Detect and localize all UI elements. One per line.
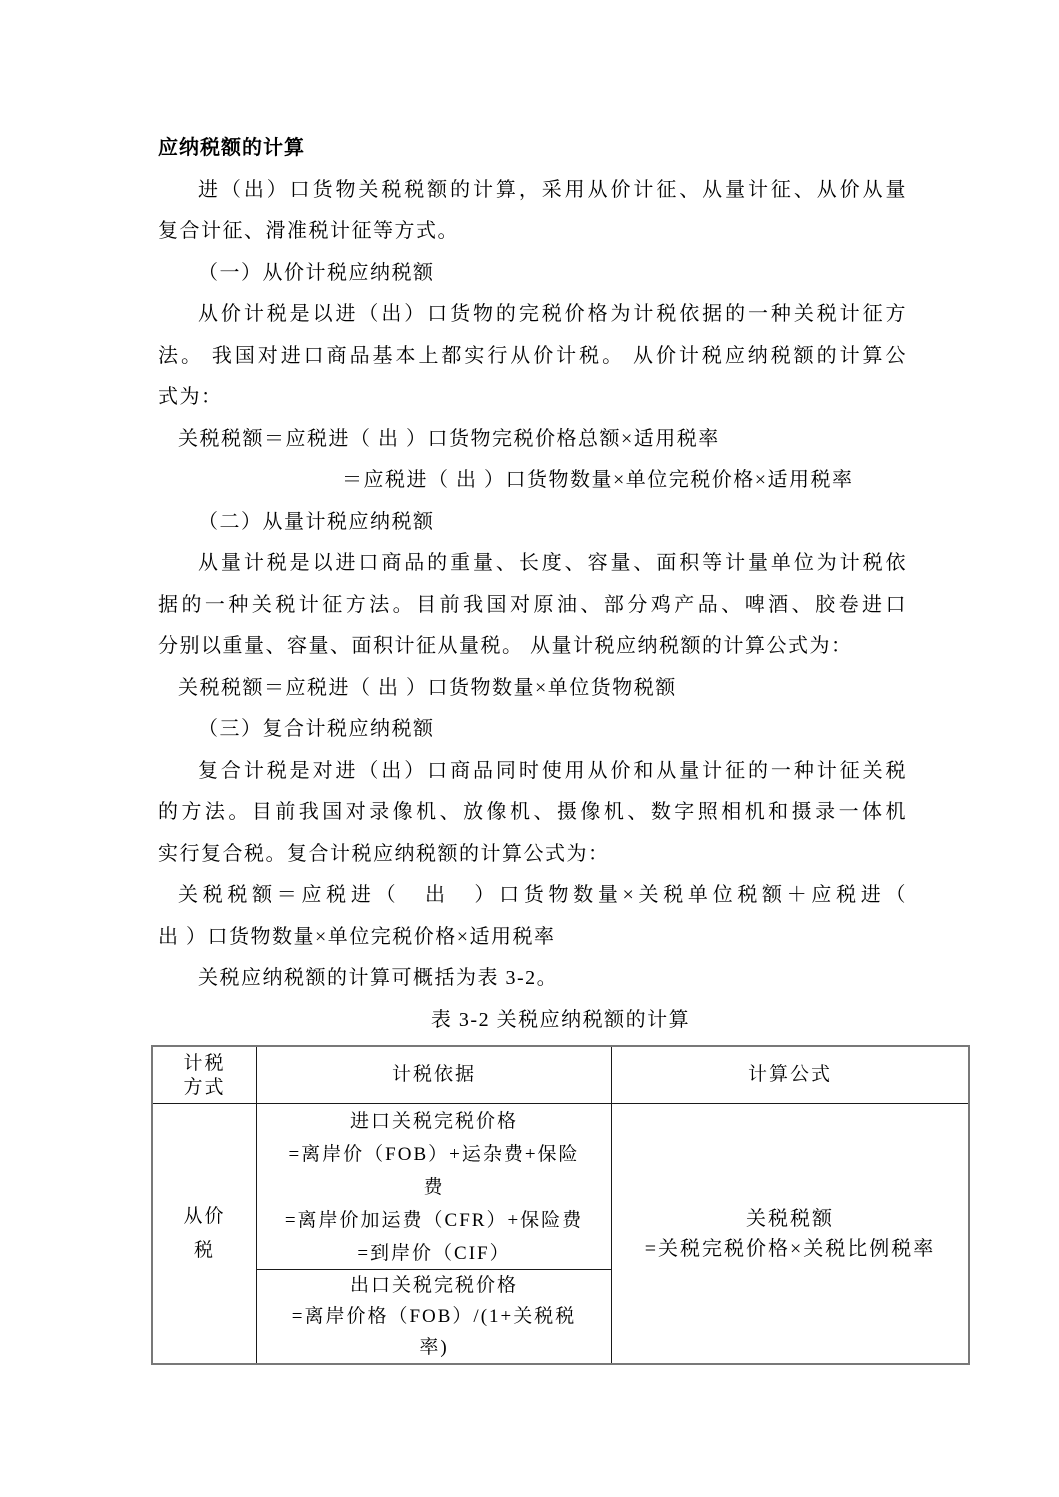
formula-line: 关税税额＝应税进（ 出 ）口货物数量×关税单位税额＋应税进（ xyxy=(178,884,907,906)
paragraph-line: 分别以重量、容量、面积计征从量税。 从量计税应纳税额的计算公式为： xyxy=(158,635,853,657)
formula-cell-line: =关税完税价格×关税比例税率 xyxy=(644,1237,936,1260)
basis-line: 率) xyxy=(419,1337,449,1358)
paragraph-line: 复合计征、滑准税计征等方式。 xyxy=(158,220,459,242)
section-heading: （三）复合计税应纳税额 xyxy=(198,718,435,740)
body-cell-method xyxy=(153,1104,257,1363)
header-cell-basis: 计税依据 xyxy=(257,1047,612,1104)
basis-line: 费 xyxy=(423,1177,445,1198)
header-cell-formula: 计算公式 xyxy=(612,1047,968,1104)
paragraph-line: 实行复合税。复合计税应纳税额的计算公式为： xyxy=(158,842,610,865)
basis-line: =到岸价（CIF） xyxy=(357,1243,511,1264)
table-caption: 表 3-2 关税应纳税额的计算 xyxy=(430,1009,691,1031)
section-heading: （二）从量计税应纳税额 xyxy=(198,510,435,533)
paragraph-line: 式为： xyxy=(158,386,223,408)
body-cell-export-basis xyxy=(257,1270,612,1363)
body-cell-formula xyxy=(612,1104,968,1363)
paragraph-line: 法。 我国对进口商品基本上都实行从价计税。 从价计税应纳税额的计算公 xyxy=(158,344,907,367)
header-method-line: 方式 xyxy=(183,1077,226,1098)
body-cell-import-basis xyxy=(257,1104,612,1270)
paragraph-line: 关税应纳税额的计算可概括为表 3-2。 xyxy=(198,967,559,989)
basis-line: =离岸价（FOB）+运杂费+保险 xyxy=(288,1144,580,1165)
formula-line: ＝应税进（ 出 ）口货物数量×单位完税价格×适用税率 xyxy=(342,469,854,491)
method-label-line: 从价 xyxy=(183,1205,226,1227)
paragraph-line: 从价计税是以进（出）口货物的完税价格为计税依据的一种关税计征方 xyxy=(198,303,907,325)
paragraph-line: 从量计税是以进口商品的重量、长度、容量、面积等计量单位为计税依 xyxy=(198,552,907,574)
formula-line: 关税税额＝应税进（ 出 ）口货物完税价格总额×适用税率 xyxy=(178,427,720,450)
paragraph-line: 进（出）口货物关税税额的计算，采用从价计征、从量计征、从价从量 xyxy=(198,178,907,201)
header-cell-method xyxy=(153,1047,257,1104)
basis-line: 进口关税完税价格 xyxy=(349,1111,518,1132)
document-body xyxy=(158,128,907,1000)
formula-line: 出 ）口货物数量×单位完税价格×适用税率 xyxy=(158,925,556,948)
paragraph-line: 的方法。目前我国对录像机、放像机、摄像机、数字照相机和摄录一体机 xyxy=(158,801,907,823)
header-method-line: 计税 xyxy=(183,1053,226,1074)
section-heading: （一）从价计税应纳税额 xyxy=(198,261,435,284)
formula-cell-line: 关税税额 xyxy=(746,1207,834,1230)
basis-line: =离岸价加运费（CFR）+保险费 xyxy=(284,1210,584,1231)
paragraph-line: 复合计税是对进（出）口商品同时使用从价和从量计征的一种计征关税 xyxy=(198,759,907,782)
paragraph-line: 据的一种关税计征方法。目前我国对原油、部分鸡产品、啤酒、胶卷进口 xyxy=(158,593,907,616)
tax-calculation-table xyxy=(151,1045,970,1365)
basis-line: 出口关税完税价格 xyxy=(349,1275,518,1296)
page-title: 应纳税额的计算 xyxy=(158,137,305,159)
formula-line: 关税税额＝应税进（ 出 ）口货物数量×单位货物税额 xyxy=(178,676,677,699)
method-label-line: 税 xyxy=(193,1239,215,1261)
basis-line: =离岸价格（FOB）/(1+关税税 xyxy=(291,1306,577,1327)
